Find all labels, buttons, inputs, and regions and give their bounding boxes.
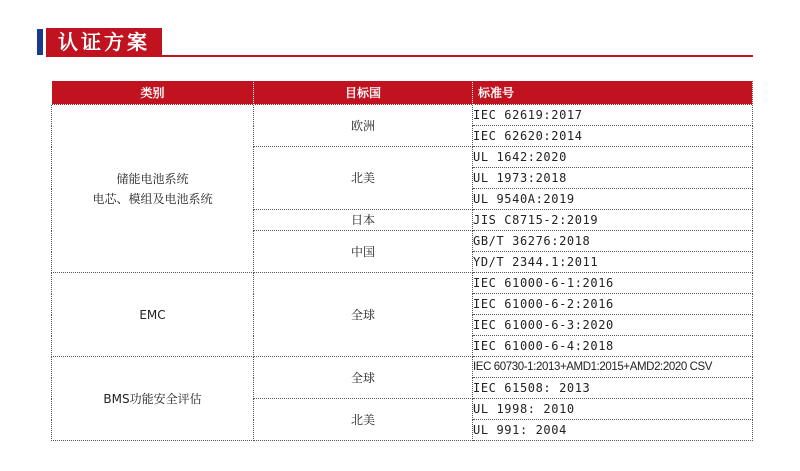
standard-cell: IEC 61000-6-1:2016 [473, 273, 753, 294]
standard-cell: YD/T 2344.1:2011 [473, 252, 753, 273]
title-underline [46, 55, 753, 57]
country-cell: 欧洲 [254, 105, 473, 147]
country-cell: 北美 [254, 399, 473, 441]
country-cell: 北美 [254, 147, 473, 210]
certification-table [51, 80, 753, 441]
standard-cell: GB/T 36276:2018 [473, 231, 753, 252]
standard-cell: IEC 60730-1:2013+AMD1:2015+AMD2:2020 CSV [473, 357, 753, 378]
category-label-line: 电芯、模组及电池系统 [92, 191, 213, 206]
header-category: 类别 [52, 81, 254, 105]
standard-cell: UL 1998: 2010 [473, 399, 753, 420]
standard-cell: IEC 62620:2014 [473, 126, 753, 147]
country-cell: 全球 [254, 357, 473, 399]
table-row [52, 357, 753, 378]
country-cell: 日本 [254, 210, 473, 231]
table-row [52, 273, 753, 294]
standard-cell: JIS C8715-2:2019 [473, 210, 753, 231]
country-cell: 中国 [254, 231, 473, 273]
table-header-row [52, 81, 753, 105]
standard-cell: UL 1973:2018 [473, 168, 753, 189]
category-cell [52, 105, 254, 273]
header-target-country: 目标国 [254, 81, 473, 105]
header-standard-number: 标准号 [473, 81, 753, 105]
title-accent-bar [37, 29, 43, 55]
standard-cell: IEC 61508: 2013 [473, 378, 753, 399]
standard-cell: IEC 61000-6-4:2018 [473, 336, 753, 357]
standard-cell: IEC 61000-6-2:2016 [473, 294, 753, 315]
table-row [52, 105, 753, 126]
standard-cell: UL 991: 2004 [473, 420, 753, 441]
standard-cell: IEC 61000-6-3:2020 [473, 315, 753, 336]
category-label-line: BMS功能安全评估 [103, 391, 202, 406]
standard-cell: UL 1642:2020 [473, 147, 753, 168]
category-cell [52, 357, 254, 441]
category-label-line: 储能电池系统 [116, 171, 189, 186]
standard-cell: UL 9540A:2019 [473, 189, 753, 210]
standard-cell: IEC 62619:2017 [473, 105, 753, 126]
section-header [0, 0, 800, 60]
section-title: 认证方案 [46, 28, 162, 56]
category-cell [52, 273, 254, 357]
country-cell: 全球 [254, 273, 473, 357]
category-label-line: EMC [139, 307, 166, 322]
